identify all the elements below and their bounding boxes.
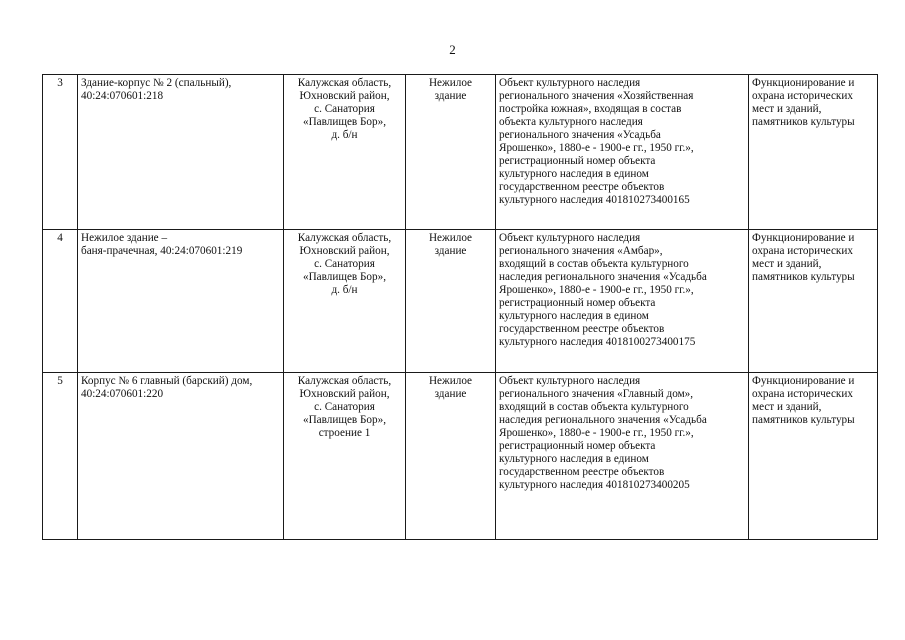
- object-type-cell: [406, 230, 496, 373]
- object-name-cell: [78, 373, 284, 540]
- purpose: Функционирование и охрана исторических мест и зданий, памятников культуры: [752, 375, 855, 426]
- page-number: 2: [449, 42, 456, 57]
- row-number-cell: [43, 230, 78, 373]
- heritage-description-cell: [496, 373, 749, 540]
- object-name: Нежилое здание – баня-прачечная, 40:24:070601:219: [81, 232, 243, 257]
- address: Калужская область, Юхновский район, с. Санатория «Павлищев Бор», д. б/н: [297, 232, 392, 296]
- purpose-cell: [749, 230, 878, 373]
- object-name-cell: [78, 230, 284, 373]
- address-cell: [284, 373, 406, 540]
- purpose: Функционирование и охрана исторических мест и зданий, памятников культуры: [752, 232, 855, 283]
- object-type-cell: [406, 75, 496, 230]
- heritage-description-cell: [496, 75, 749, 230]
- object-name: Корпус № 6 главный (барский) дом, 40:24:070601:220: [81, 375, 253, 400]
- row-number: 4: [57, 232, 63, 244]
- table-row: [43, 230, 878, 373]
- heritage-description: Объект культурного наследия регионального значения «Амбар», входящий в состав объекта культурного наследия регионального значения «Усадьба Ярошенко», 1880-е - 1900-е гг., 1950 гг.», регистрационный номер объекта культурного наследия в едином государственном реестре объектов культурного наследия 4018100273400175: [499, 232, 707, 348]
- row-number: 3: [57, 77, 63, 89]
- object-type: Нежилое здание: [428, 77, 473, 102]
- table-row: [43, 75, 878, 230]
- object-type: Нежилое здание: [428, 232, 473, 257]
- heritage-objects-table: [42, 74, 878, 540]
- purpose-cell: [749, 75, 878, 230]
- row-number-cell: [43, 75, 78, 230]
- object-type: Нежилое здание: [428, 375, 473, 400]
- purpose: Функционирование и охрана исторических мест и зданий, памятников культуры: [752, 77, 855, 128]
- address: Калужская область, Юхновский район, с. Санатория «Павлищев Бор», строение 1: [297, 375, 392, 439]
- row-number: 5: [57, 375, 63, 387]
- purpose-cell: [749, 373, 878, 540]
- object-type-cell: [406, 373, 496, 540]
- table-row: [43, 373, 878, 540]
- address-cell: [284, 230, 406, 373]
- heritage-description-cell: [496, 230, 749, 373]
- address-cell: [284, 75, 406, 230]
- row-number-cell: [43, 373, 78, 540]
- heritage-description: Объект культурного наследия регионального значения «Хозяйственная постройка южная», входящая в состав объекта культурного наследия регионального значения «Усадьба Ярошенко», 1880-е - 1900-е гг., 1950 гг.», регистрационный номер объекта культурного наследия в едином государственном реестре объектов культурного наследия 401810273400165: [499, 77, 694, 206]
- heritage-description: Объект культурного наследия регионального значения «Главный дом», входящий в состав объекта культурного наследия регионального значения «Усадьба Ярошенко», 1880-е - 1900-е гг., 1950 гг.», регистрационный номер объекта культурного наследия в едином государственном реестре объектов культурного наследия 401810273400205: [499, 375, 707, 491]
- object-name: Здание-корпус № 2 (спальный), 40:24:070601:218: [81, 77, 232, 102]
- address: Калужская область, Юхновский район, с. Санатория «Павлищев Бор», д. б/н: [297, 77, 392, 141]
- object-name-cell: [78, 75, 284, 230]
